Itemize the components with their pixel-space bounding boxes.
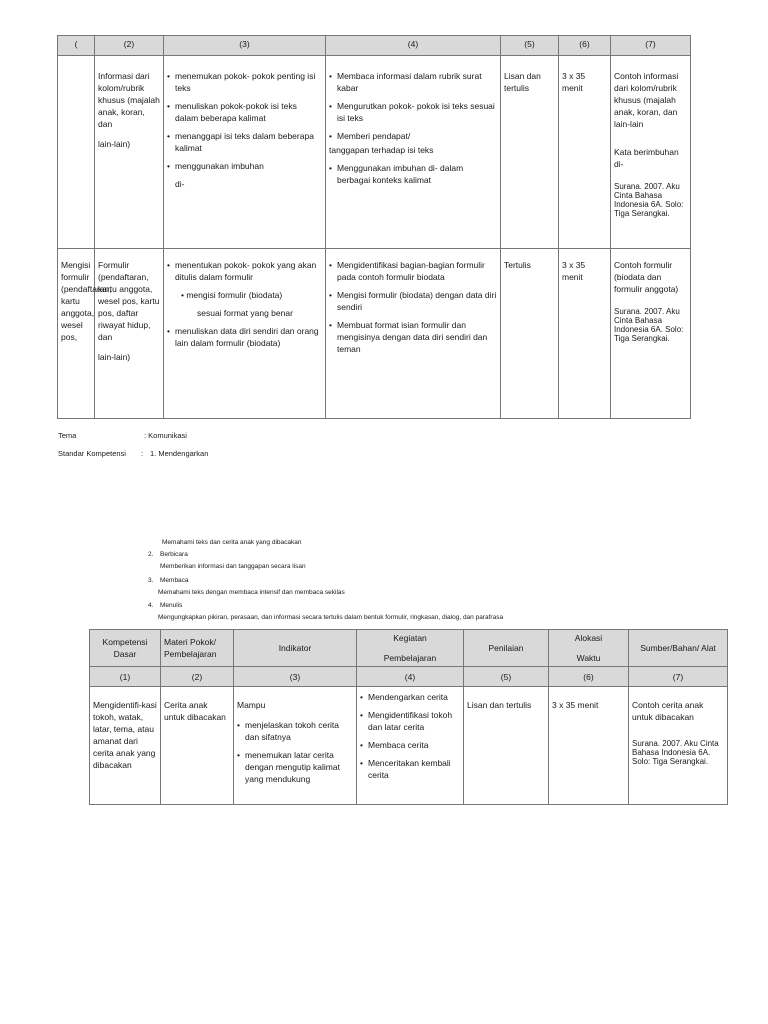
list-item: • Mengidentifikasi tokoh dan latar cerita: [360, 709, 460, 733]
syllabus-table-top: [57, 35, 691, 419]
header-cell: (5): [501, 36, 559, 56]
kegiatan-cell: [326, 56, 501, 249]
list-item: • menemukan pokok- pokok penting isi teks: [167, 70, 322, 94]
indikator-cell: Mampu • menjelaskan tokoh cerita dan sifatnya • menemukan latar cerita dengan mengutip kalimat yang mendukung: [234, 687, 357, 805]
list-item: • Membaca cerita: [360, 739, 460, 751]
materi-cell: Cerita anak untuk dibacakan: [161, 687, 234, 805]
syllabus-table-bottom: [89, 629, 728, 805]
standard-3-text: Memahami teks dengan membaca intensif dan membaca sekilas: [158, 589, 345, 596]
standard-4-text: Mengungkapkan pikiran, perasaan, dan informasi secara tertulis dalam bentuk formulir, ringkasan, dialog, dan parafrasa: [158, 614, 504, 621]
number-cell: (3): [234, 667, 357, 687]
list-item: • Membaca informasi dalam rubrik surat kabar: [329, 70, 497, 94]
list-continuation: tanggapan terhadap isi teks: [329, 145, 434, 155]
list-item: • Menceritakan kembali cerita: [360, 757, 460, 781]
standard-3-number: 3.: [148, 577, 154, 584]
number-cell: (5): [464, 667, 549, 687]
list-item: • Mengurutkan pokok- pokok isi teks sesuai isi teks: [329, 100, 497, 124]
alokasi-cell: 3 x 35 menit: [559, 249, 611, 419]
standard-4-title: Menulis: [160, 602, 183, 609]
indikator-cell: [164, 56, 326, 249]
header-cell: (2): [95, 36, 164, 56]
tema-value: : Komunikasi: [144, 431, 187, 440]
list-item: • menuliskan data diri sendiri dan orang lain dalam formulir (biodata): [167, 325, 322, 349]
kegiatan-cell: [326, 249, 501, 419]
list-item: • menggunakan imbuhan: [167, 160, 322, 172]
header-cell: (6): [559, 36, 611, 56]
header-indikator: Indikator: [234, 630, 357, 667]
list-item: • Mengidentifikasi bagian-bagian formulir pada contoh formulir biodata: [329, 259, 497, 283]
list-item: • menuliskan pokok-pokok isi teks dalam beberapa kalimat: [167, 100, 322, 124]
header-kompetensi-dasar: Kompetensi Dasar: [90, 630, 161, 667]
header-cell: (: [58, 36, 95, 56]
header-alokasi: Alokasi Waktu: [549, 630, 629, 667]
standar-kompetensi-item-1: 1. Mendengarkan: [150, 449, 209, 458]
penilaian-cell: Tertulis: [501, 249, 559, 419]
sumber-cell: Contoh informasi dari kolom/rubrik khusus (majalah anak, koran, dan lain-lain Kata berimbuhan di- Surana. 2007. Aku Cinta Bahasa Indonesia 6A. Solo: Tiga Serangkai.: [611, 56, 691, 249]
materi-cell: Formulir (pendaftaran, kartu anggota, wesel pos, kartu pos, daftar riwayat hidup, dan lain-lain): [95, 249, 164, 419]
alokasi-cell: 3 x 35 menit: [549, 687, 629, 805]
list-item: • Memberi pendapat/: [329, 130, 497, 142]
table-row: [58, 249, 691, 419]
header-sumber: Sumber/Bahan/ Alat: [629, 630, 728, 667]
kegiatan-cell: [357, 687, 464, 805]
table-header-row: [90, 630, 728, 667]
list-item: • Mengisi formulir (biodata) dengan data diri sendiri: [329, 289, 497, 313]
list-item: • menjelaskan tokoh cerita dan sifatnya: [237, 719, 353, 743]
table-row: [90, 687, 728, 805]
list-item: • menanggapi isi teks dalam beberapa kalimat: [167, 130, 322, 154]
list-item: • Mendengarkan cerita: [360, 691, 460, 703]
header-cell: (7): [611, 36, 691, 56]
header-materi-pokok: Materi Pokok/ Pembelajaran: [161, 630, 234, 667]
tema-label: Tema: [58, 431, 77, 440]
number-cell: (4): [357, 667, 464, 687]
alokasi-cell: 3 x 35 menit: [559, 56, 611, 249]
table-row: [58, 56, 691, 249]
table-number-row: [90, 667, 728, 687]
kd-cell: Mengisi formulir (pendaftaran, kartu anggota, wesel pos,: [58, 249, 95, 419]
standard-3-title: Membaca: [160, 577, 189, 584]
list-item: • menemukan latar cerita dengan mengutip kalimat yang mendukung: [237, 749, 353, 785]
number-cell: (2): [161, 667, 234, 687]
number-cell: (7): [629, 667, 728, 687]
standard-1-text: Memahami teks dan cerita anak yang dibacakan: [162, 539, 302, 546]
standard-2-number: 2.: [148, 551, 154, 558]
standar-kompetensi-sep: :: [141, 449, 144, 458]
number-cell: (1): [90, 667, 161, 687]
kd-cell: Mengidentifi-kasi tokoh, watak, latar, tema, atau amanat dari cerita anak yang dibacakan: [90, 687, 161, 805]
header-kegiatan: Kegiatan Pembelajaran: [357, 630, 464, 667]
indikator-cell: • menentukan pokok- pokok yang akan ditulis dalam formulir • mengisi formulir (biodata) sesuai format yang benar • menuliskan data diri sendiri dan orang lain dalam formulir (biodata): [164, 249, 326, 419]
sumber-cell: Contoh formulir (biodata dan formulir anggota) Surana. 2007. Aku Cinta Bahasa Indonesia 6A. Solo: Tiga Serangkai.: [611, 249, 691, 419]
standard-2-text: Memberikan informasi dan tanggapan secara lisan: [160, 563, 306, 570]
header-penilaian: Penilaian: [464, 630, 549, 667]
penilaian-cell: Lisan dan tertulis: [464, 687, 549, 805]
list-continuation: di-: [175, 179, 185, 189]
number-cell: (6): [549, 667, 629, 687]
table-header-row: [58, 36, 691, 56]
list-item: mengisi formulir (biodata): [186, 290, 283, 300]
list-item: • menentukan pokok- pokok yang akan ditulis dalam formulir: [167, 259, 322, 283]
sumber-cell: Contoh cerita anak untuk dibacakan Surana. 2007. Aku Cinta Bahasa Indonesia 6A. Solo: Tiga Serangkai.: [629, 687, 728, 805]
materi-cell: Informasi dari kolom/rubrik khusus (majalah anak, koran, dan lain-lain): [95, 56, 164, 249]
standard-4-number: 4.: [148, 602, 154, 609]
list-item: • Menggunakan imbuhan di- dalam berbagai konteks kalimat: [329, 162, 497, 186]
penilaian-cell: Lisan dan tertulis: [501, 56, 559, 249]
list-item: • Membuat format isian formulir dan mengisinya dengan data diri sendiri dan teman: [329, 319, 497, 355]
standar-kompetensi-label: Standar Kompetensi: [58, 449, 126, 458]
list-continuation: sesuai format yang benar: [197, 308, 293, 318]
header-cell: (4): [326, 36, 501, 56]
standard-2-title: Berbicara: [160, 551, 188, 558]
kd-cell: [58, 56, 95, 249]
header-cell: (3): [164, 36, 326, 56]
